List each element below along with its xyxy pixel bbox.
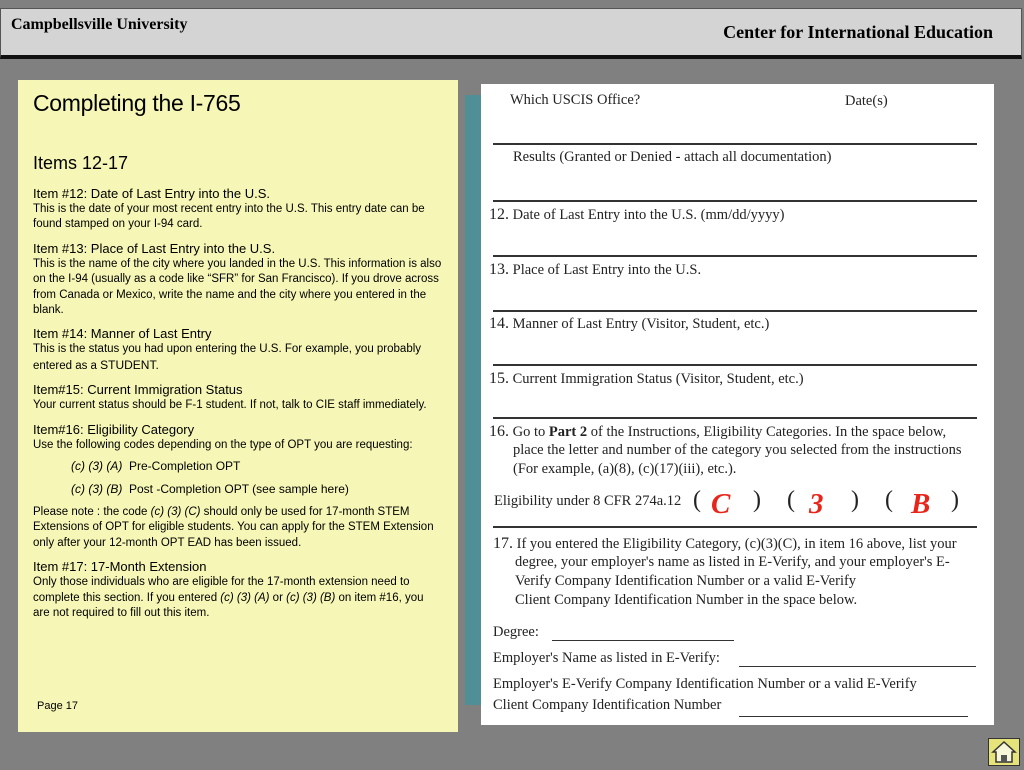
- q12-text: Date of Last Entry into the U.S. (mm/dd/yyyy): [509, 207, 785, 223]
- form-degree-label: Degree:: [493, 624, 539, 640]
- center-name: Center for International Education: [723, 22, 993, 42]
- paren-open-1: (: [693, 487, 701, 513]
- code-pre-completion: [71, 459, 442, 474]
- home-icon: [989, 739, 1019, 765]
- item-heading: Item #13: Place of Last Entry into the U.S.: [33, 240, 276, 256]
- q17-text: If you entered the Eligibility Category, (c)(3)(C), in item 16 above, list your: [513, 536, 957, 552]
- code-post-completion: [71, 482, 442, 497]
- form-line: [493, 255, 977, 257]
- form-eligibility-label: Eligibility under 8 CFR 274a.12: [494, 493, 682, 509]
- form-line: [493, 200, 977, 202]
- stem-note: [33, 505, 442, 551]
- q16-number: 16.: [489, 423, 509, 440]
- q15-number: 15.: [489, 370, 509, 387]
- item17-code-1: (c) (3) (A): [220, 591, 270, 604]
- form-everify-line2: Client Company Identification Number: [493, 697, 722, 713]
- form-q17-line2: degree, your employer's name as listed in E-Verify, and your employer's E-: [515, 554, 950, 570]
- item-body: [33, 342, 442, 374]
- form-q13: [489, 261, 701, 279]
- item17-text-2: or: [269, 591, 287, 604]
- paren-open-2: (: [787, 487, 795, 513]
- form-line: [493, 143, 977, 145]
- q14-number: 14.: [489, 315, 509, 332]
- item-body: [33, 575, 442, 621]
- item17-text-1: Only those individuals who are eligible for the 17-month extension need to complete this section. If you entered: [33, 576, 410, 604]
- code-value: (c) (3) (A): [71, 459, 123, 474]
- item-heading: Item#16: Eligibility Category: [33, 421, 195, 437]
- q16-text-a: Go to: [509, 424, 549, 440]
- item-heading: Item #17: 17-Month Extension: [33, 559, 207, 575]
- form-q16-line1: [489, 423, 946, 441]
- item-body: Your current status should be F-1 student. If not, talk to CIE staff immediately.: [33, 399, 427, 412]
- header-bar: [0, 8, 1022, 59]
- item-body-text: This is the status you had upon entering the U.S. For example, you probably entered as a: [33, 343, 422, 372]
- form-q12: [489, 206, 784, 224]
- q13-number: 13.: [489, 261, 509, 278]
- code-value: (c) (3) (B): [71, 482, 123, 497]
- code-desc: Pre-Completion OPT: [129, 459, 241, 474]
- paren-close-2: ): [851, 487, 859, 513]
- paren-open-3: (: [885, 487, 893, 513]
- q16-part2: Part 2: [548, 424, 588, 440]
- answer-letter-b: B: [911, 488, 931, 520]
- q17-number: 17.: [493, 535, 513, 552]
- item-15: [33, 382, 442, 413]
- page-title: Completing the I-765: [33, 90, 241, 116]
- form-line: [493, 364, 977, 366]
- item-14: [33, 326, 442, 374]
- item-13: [33, 241, 442, 319]
- item-17: [33, 559, 442, 621]
- paren-close-1: ): [753, 487, 761, 513]
- form-line: [493, 310, 977, 312]
- item-body: This is the name of the city where you landed in the U.S. This information is also on the I-94 (usually as a code like “SFR” for San Francisco). If you drove across from Canada or Mexico, write the name and the city where you entered in the blank.: [33, 257, 442, 317]
- page-number: Page 17: [37, 700, 78, 712]
- item-16: [33, 422, 442, 453]
- section-subtitle: Items 12-17: [33, 153, 129, 173]
- form-employer-label: Employer's Name as listed in E-Verify:: [493, 650, 720, 666]
- form-q17-line1: [493, 535, 957, 553]
- university-name: Campbellsville University: [11, 16, 188, 33]
- form-everify-line1: Employer's E-Verify Company Identification Number or a valid E-Verify: [493, 676, 917, 692]
- note-post: should only be used for 17-month STEM Extensions of OPT for eligible students. You can apply for the STEM Extension only after your 12-month OPT EAD has been issued.: [33, 506, 434, 549]
- form-dates-label: Date(s): [845, 93, 888, 109]
- student-emphasis: STUDENT.: [100, 357, 159, 372]
- degree-blank: [552, 640, 734, 641]
- form-q17-line4: Client Company Identification Number in the space below.: [515, 592, 858, 608]
- note-code: (c) (3) (C): [150, 506, 201, 519]
- form-line: [493, 417, 977, 419]
- i765-form-image: [481, 84, 994, 725]
- home-button[interactable]: [988, 738, 1020, 766]
- item-body: Use the following codes depending on the type of OPT you are requesting:: [33, 438, 413, 451]
- answer-letter-c: C: [711, 488, 731, 520]
- answer-digit-3: 3: [809, 488, 824, 520]
- form-office-label: Which USCIS Office?: [510, 92, 641, 108]
- employer-blank: [739, 666, 976, 667]
- q15-text: Current Immigration Status (Visitor, Student, etc.): [509, 371, 804, 387]
- instructions-panel: [18, 80, 458, 732]
- everify-blank: [739, 716, 968, 717]
- form-q16-line3: (For example, (a)(8), (c)(17)(iii), etc.).: [513, 461, 737, 477]
- item-heading: Item #12: Date of Last Entry into the U.S.: [33, 186, 271, 201]
- item-12: [33, 186, 442, 233]
- form-results-label: Results (Granted or Denied - attach all documentation): [513, 149, 832, 165]
- form-q16-line2: place the letter and number of the category you selected from the instructions: [513, 442, 962, 458]
- form-line: [493, 526, 977, 528]
- item-body: This is the date of your most recent entry into the U.S. This entry date can be found stamped on your I-94 card.: [33, 203, 425, 231]
- q12-number: 12.: [489, 206, 509, 223]
- paren-close-3: ): [951, 487, 959, 513]
- item-heading: Item #14: Manner of Last Entry: [33, 326, 212, 342]
- code-desc: Post -Completion OPT (see sample here): [129, 482, 349, 497]
- q13-text: Place of Last Entry into the U.S.: [509, 262, 702, 278]
- note-pre: Please note : the code: [33, 506, 151, 519]
- item-heading: Item#15: Current Immigration Status: [33, 382, 243, 398]
- q16-text-c: of the Instructions, Eligibility Categories. In the space below,: [587, 424, 947, 440]
- form-q14: [489, 315, 769, 333]
- q14-text: Manner of Last Entry (Visitor, Student, etc.): [509, 316, 770, 332]
- item17-text-3: on item #16, you are not required to fill out this item.: [33, 591, 424, 620]
- form-q17-line3: Verify Company Identification Number or a valid E-Verify: [515, 573, 857, 589]
- item17-code-2: (c) (3) (B): [286, 591, 336, 604]
- form-q15: [489, 370, 804, 388]
